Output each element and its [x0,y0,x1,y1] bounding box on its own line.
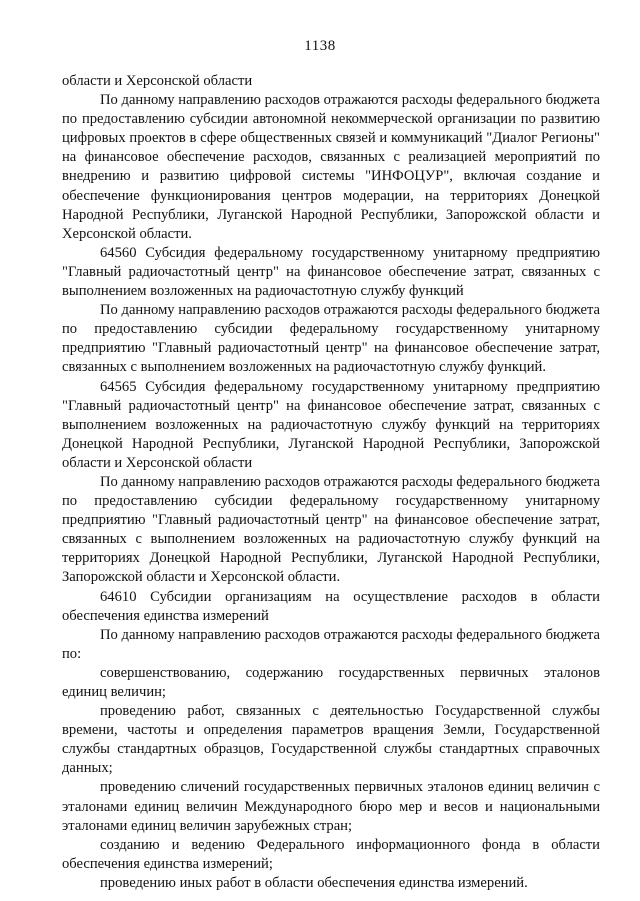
list-item: проведению иных работ в области обеспечения единства измерений. [100,874,528,891]
paragraph: По данному направлению расходов отражаются расходы федерального бюджета по предоставлению субсидии федеральному государственному унитарному предприятию "Главный радиочастотный центр" на финансовое обеспечение затрат, связанных с выполнением возложенных на радиочастотную службу функций на территориях Донецкой Народной Республики, Луганской Народной Республики, Запорожской области и Херсонской области. [62,473,600,586]
page-number: 1138 [304,38,336,54]
paragraph: области и Херсонской области [62,73,253,89]
paragraph: По данному направлению расходов отражаются расходы федерального бюджета по предоставлению субсидии федеральному государственному унитарному предприятию "Главный радиочастотный центр" на финансовое обеспечение затрат, связанных с выполнением возложенных на радиочастотную службу функций. [62,302,600,376]
paragraph-heading-64610: 64610 Субсидии организациям на осуществление расходов в области обеспечения единства измерений [62,588,600,624]
paragraph-heading-64560: 64560 Субсидия федеральному государственному унитарному предприятию "Главный радиочастотный центр" на финансовое обеспечение затрат, связанных с выполнением возложенных на радиочастотную службу функций [62,244,600,300]
paragraph: По данному направлению расходов отражаются расходы федерального бюджета по предоставлению субсидии автономной некоммерческой организации по развитию цифровых проектов в сфере общественных связей и коммуникаций "Диалог Регионы" на финансовое обеспечение расходов, связанных с реализацией мероприятий по внедрению и развитию цифровой системы "ИНФОЦУР", включая создание и обеспечение функционирования центров модерации, на территориях Донецкой Народной Республики, Луганской Народной Республики, Запорожской области и Херсонской области. [62,92,600,242]
list-item: проведению сличений государственных первичных эталонов единиц величин с эталонами единиц величин Международного бюро мер и весов и национальными эталонами единиц величин зарубежных стран; [62,779,600,834]
paragraph-heading-64565: 64565 Субсидия федеральному государственному унитарному предприятию "Главный радиочастотный центр" на финансовое обеспечение затрат, связанных с выполнением возложенных на радиочастотную службу функций на территориях Донецкой Народной Республики, Луганской Народной Республики, Запорожской области и Херсонской области [62,378,600,471]
list-item: созданию и ведению Федерального информационного фонда в области обеспечения единства измерений; [62,836,600,872]
list-item: проведению работ, связанных с деятельностью Государственной службы времени, частоты и определения параметров вращения Земли, Государственной службы стандартных образцов, Государственной службы стандартных справочных данных; [62,703,600,777]
paragraph: По данному направлению расходов отражаются расходы федерального бюджета по: [62,626,600,662]
list-item: совершенствованию, содержанию государственных первичных эталонов единиц величин; [62,664,600,700]
document-body [62,72,600,893]
